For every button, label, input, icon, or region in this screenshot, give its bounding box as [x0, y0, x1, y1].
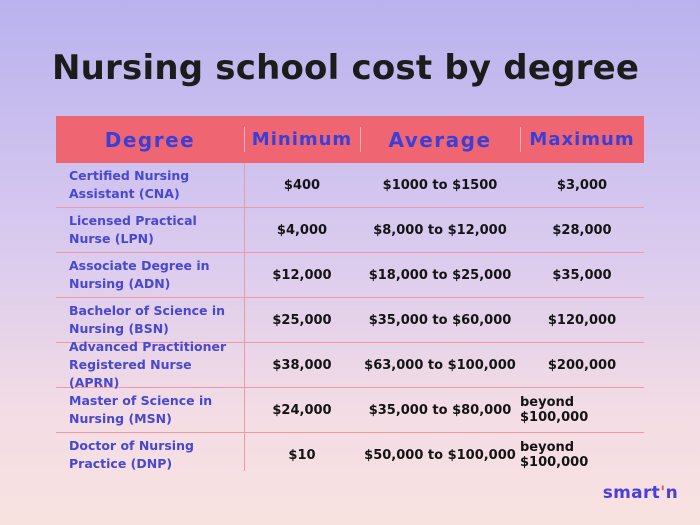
table-row [56, 433, 644, 477]
maximum-cell: beyond $100,000 [520, 440, 589, 470]
degree-line-1: Bachelor of Science in [69, 303, 226, 318]
average-cell: $8,000 to $12,000 [373, 222, 507, 238]
degree-line-2: Nurse (LPN) [69, 231, 154, 246]
table-row [56, 208, 644, 253]
average-cell: $35,000 to $80,000 [368, 402, 512, 418]
degree-line-2: Nursing (MSN) [69, 411, 172, 426]
degree-line-2: Nursing (BSN) [69, 321, 169, 336]
minimum-cell: $10 [288, 447, 316, 463]
degree-line-1: Doctor of Nursing [69, 438, 194, 453]
header-maximum: Maximum [529, 129, 635, 150]
degree-cell [56, 339, 245, 390]
brand-logo [603, 483, 678, 503]
table-row [56, 339, 644, 390]
cost-table [56, 116, 644, 477]
degree-line-1: Associate Degree in [69, 258, 210, 273]
page-title: Nursing school cost by degree [52, 48, 640, 88]
table-body [56, 163, 644, 477]
header-degree: Degree [104, 127, 196, 152]
average-cell: $18,000 to $25,000 [368, 267, 512, 283]
minimum-cell: $24,000 [272, 402, 332, 418]
average-cell: $35,000 to $60,000 [368, 312, 512, 328]
degree-line-1: Certified Nursing [69, 168, 190, 183]
brand-apostrophe: ' [660, 483, 666, 503]
degree-line-1: Licensed Practical [69, 213, 197, 228]
brand-suffix: n [665, 483, 678, 503]
maximum-cell: $200,000 [547, 357, 617, 373]
average-cell: $50,000 to $100,000 [364, 447, 516, 463]
minimum-cell: $4,000 [276, 222, 328, 238]
maximum-cell: $120,000 [547, 312, 617, 328]
minimum-cell: $38,000 [272, 357, 332, 373]
degree-cell [56, 388, 245, 432]
table-header [56, 116, 644, 163]
brand-prefix: smart [602, 483, 661, 503]
degree-line-1: Master of Science in [69, 393, 213, 408]
degree-cell [56, 433, 245, 477]
degree-line-2: Practice (DNP) [69, 456, 173, 471]
table-row [56, 163, 644, 208]
table-row [56, 388, 644, 433]
degree-line-1: Advanced Practitioner [69, 339, 227, 354]
degree-line-2: Registered Nurse (APRN) [69, 357, 192, 390]
maximum-cell: $3,000 [556, 177, 608, 193]
table-row [56, 253, 644, 298]
minimum-cell: $12,000 [272, 267, 332, 283]
degree-cell [56, 163, 245, 207]
minimum-cell: $400 [283, 177, 321, 193]
header-minimum: Minimum [251, 129, 353, 150]
degree-line-2: Nursing (ADN) [69, 276, 171, 291]
degree-cell [56, 208, 245, 252]
maximum-cell: $35,000 [552, 267, 612, 283]
maximum-cell: $28,000 [552, 222, 612, 238]
degree-cell [56, 253, 245, 297]
degree-cell [56, 298, 245, 342]
table-row [56, 298, 644, 343]
maximum-cell: beyond $100,000 [520, 395, 589, 425]
average-cell: $63,000 to $100,000 [364, 357, 516, 373]
degree-line-2: Assistant (CNA) [69, 186, 180, 201]
minimum-cell: $25,000 [272, 312, 332, 328]
column-divider [244, 163, 245, 471]
header-average: Average [388, 127, 492, 152]
average-cell: $1000 to $1500 [382, 177, 498, 193]
